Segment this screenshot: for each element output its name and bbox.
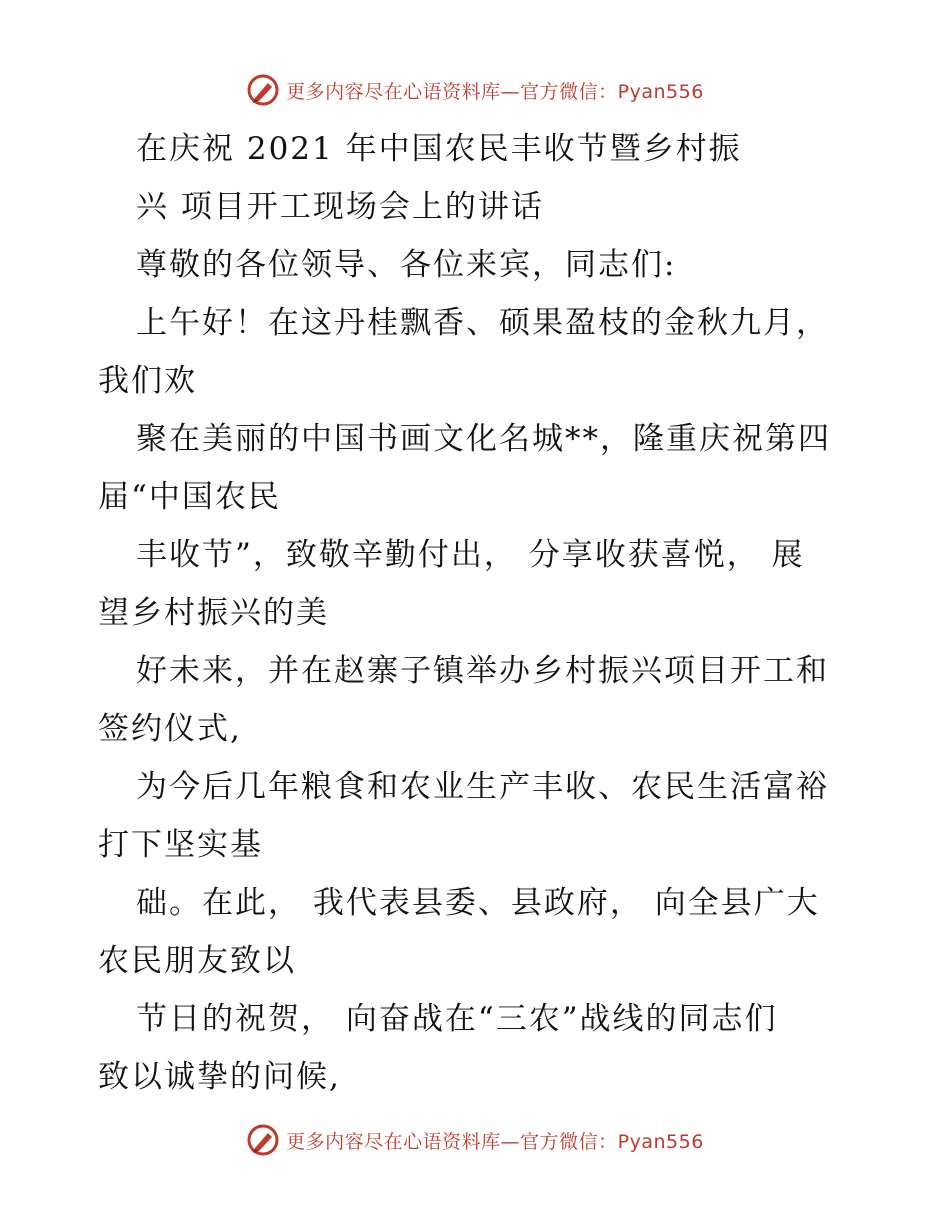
banner-text: 更多内容尽在心语资料库—官方微信：Pyan556 [286, 80, 704, 103]
text-line: 兴 项目开工现场会上的讲话 [136, 189, 544, 225]
text-line: 签约仪式, [98, 711, 242, 747]
text-line: 丰收节”，致敬辛勤付出， 分享收获喜悦， 展 [136, 537, 805, 573]
header-banner [0, 70, 950, 110]
text-line: 我们欢 [98, 363, 197, 399]
text-line: 础。在此， 我代表县委、县政府， 向全县广大 [136, 885, 820, 921]
footer-banner [0, 1120, 950, 1160]
pen-logo-icon [246, 73, 280, 107]
text-line: 打下坚实基 [98, 827, 263, 863]
text-line: 届“中国农民 [98, 479, 281, 515]
text-line: 节日的祝贺， 向奋战在“三农”战线的同志们 [136, 1001, 778, 1037]
text-line: 望乡村振兴的美 [98, 595, 329, 631]
text-line: 为今后几年粮食和农业生产丰收、农民生活富裕 [136, 769, 829, 805]
banner-text: 更多内容尽在心语资料库—官方微信：Pyan556 [286, 1130, 704, 1153]
text-line: 在庆祝 2021 年中国农民丰收节暨乡村振 [136, 131, 742, 167]
pen-logo-icon [246, 1123, 280, 1157]
text-line: 上午好！在这丹桂飘香、硕果盈枝的金秋九月， [136, 305, 829, 341]
text-line: 聚在美丽的中国书画文化名城**，隆重庆祝第四 [136, 421, 831, 457]
text-line: 致以诚挚的问候, [98, 1059, 341, 1095]
document-body [98, 120, 858, 1106]
text-line: 尊敬的各位领导、各位来宾，同志们: [136, 247, 677, 283]
text-line: 好未来，并在赵寨子镇举办乡村振兴项目开工和 [136, 653, 829, 689]
text-line: 农民朋友致以 [98, 943, 296, 979]
